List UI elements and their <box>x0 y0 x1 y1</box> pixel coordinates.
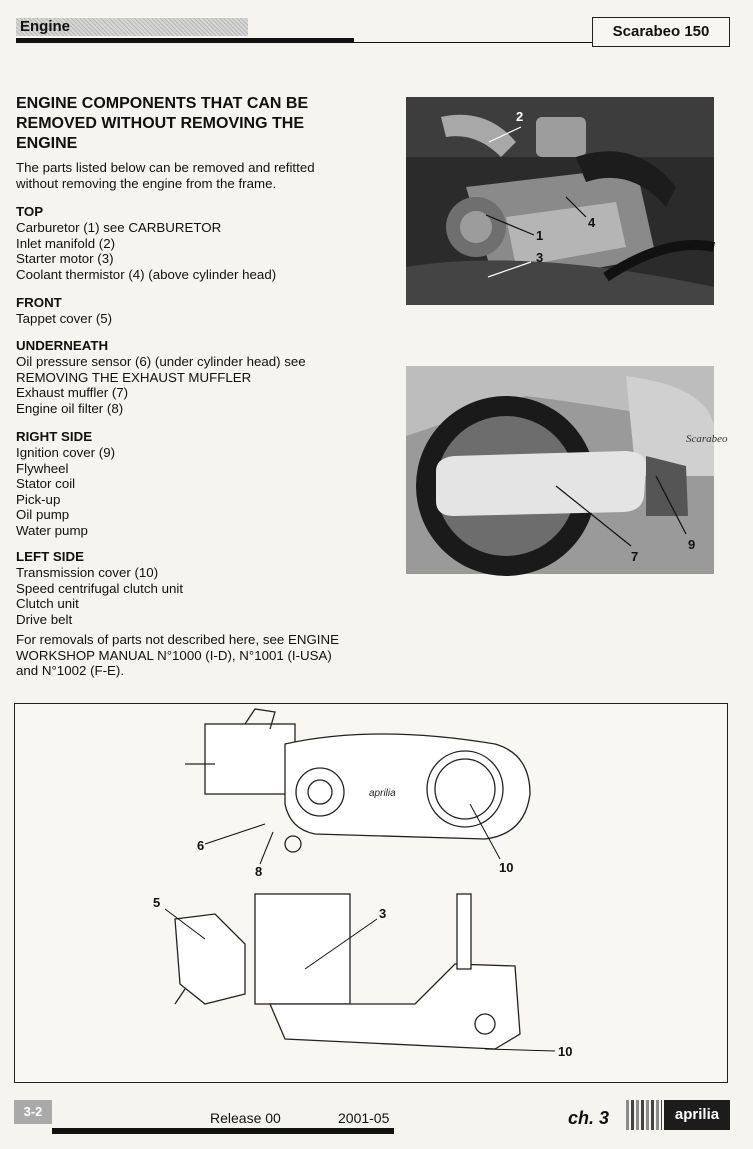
footer-rule <box>52 1128 394 1134</box>
callout-3: 3 <box>536 250 544 265</box>
release-label: Release 00 <box>210 1110 281 1126</box>
section-right-side <box>16 429 346 538</box>
callout-2: 2 <box>516 109 524 124</box>
callout-4: 4 <box>588 215 596 230</box>
callout-9: 9 <box>688 537 696 552</box>
list-item: Clutch unit <box>16 596 79 611</box>
list-item: Pick-up <box>16 491 61 507</box>
footer-stripes <box>626 1100 662 1130</box>
list-item: Transmission cover (10) <box>16 565 159 580</box>
list-item: Speed centrifugal clutch unit <box>16 580 184 596</box>
photo-scooter-logo: Scarabeo <box>686 433 728 445</box>
section-heading: FRONT <box>16 295 62 310</box>
chapter-label: ch. 3 <box>568 1108 610 1128</box>
release-date: 2001-05 <box>338 1110 390 1126</box>
list-item: Drive belt <box>16 611 73 627</box>
list-item: Starter motor (3) <box>16 251 114 266</box>
callout-1: 1 <box>536 228 544 243</box>
diagram-callout-5: 5 <box>153 895 161 910</box>
model-name-box: Scarabeo 150 <box>592 17 730 47</box>
diagram-callout-3: 3 <box>379 906 387 921</box>
section-underneath <box>16 338 336 416</box>
section-heading: RIGHT SIDE <box>16 429 93 444</box>
section-left-side <box>16 549 346 627</box>
intro-text: The parts listed below can be removed and refitted without removing the engine from the frame. <box>16 160 315 191</box>
list-item: Flywheel <box>16 460 69 476</box>
section-title: Engine <box>16 18 248 36</box>
engine-left-side-drawing <box>175 894 520 1049</box>
list-item: Oil pump <box>16 507 70 522</box>
section-heading: LEFT SIDE <box>16 549 84 564</box>
diagram-callout-10-top: 10 <box>499 860 514 875</box>
header-rule <box>16 38 354 43</box>
brand-logo: aprilia <box>664 1100 730 1130</box>
section-top <box>16 204 346 282</box>
section-front <box>16 295 346 327</box>
diagram-callout-8: 8 <box>255 864 263 879</box>
list-item: Exhaust muffler (7) <box>16 385 129 400</box>
list-item: Coolant thermistor (4) (above cylinder head) <box>16 266 277 282</box>
section-heading: UNDERNEATH <box>16 338 109 353</box>
engine-diagram-box <box>14 703 728 1083</box>
page-number: 3-2 <box>14 1100 52 1124</box>
list-item: Inlet manifold (2) <box>16 235 116 251</box>
manual-reference-note: For removals of parts not described here, see ENGINE WORKSHOP MANUAL N°1000 (I-D), N°1001 (I-USA) and N°1002 (F-E). <box>16 632 339 678</box>
engine-top-photo <box>406 97 714 305</box>
callout-7: 7 <box>631 549 639 564</box>
list-item: Ignition cover (9) <box>16 445 116 460</box>
casing-brand-text: aprilia <box>369 788 396 799</box>
list-item: Water pump <box>16 522 88 538</box>
list-item: Oil pressure sensor (6) (under cylinder head) see REMOVING THE EXHAUST MUFFLER <box>16 354 306 385</box>
diagram-callout-6: 6 <box>197 838 205 853</box>
engine-right-side-drawing <box>185 709 530 852</box>
list-item: Tappet cover (5) <box>16 311 113 326</box>
list-item: Stator coil <box>16 476 76 491</box>
section-heading: TOP <box>16 204 44 219</box>
exhaust-muffler-photo <box>406 366 728 574</box>
page-title: ENGINE COMPONENTS THAT CAN BE REMOVED WITHOUT REMOVING THE ENGINE <box>16 95 309 152</box>
list-item: Engine oil filter (8) <box>16 400 124 416</box>
diagram-callout-10-bottom: 10 <box>558 1044 573 1059</box>
list-item: Carburetor (1) see CARBURETOR <box>16 220 222 235</box>
